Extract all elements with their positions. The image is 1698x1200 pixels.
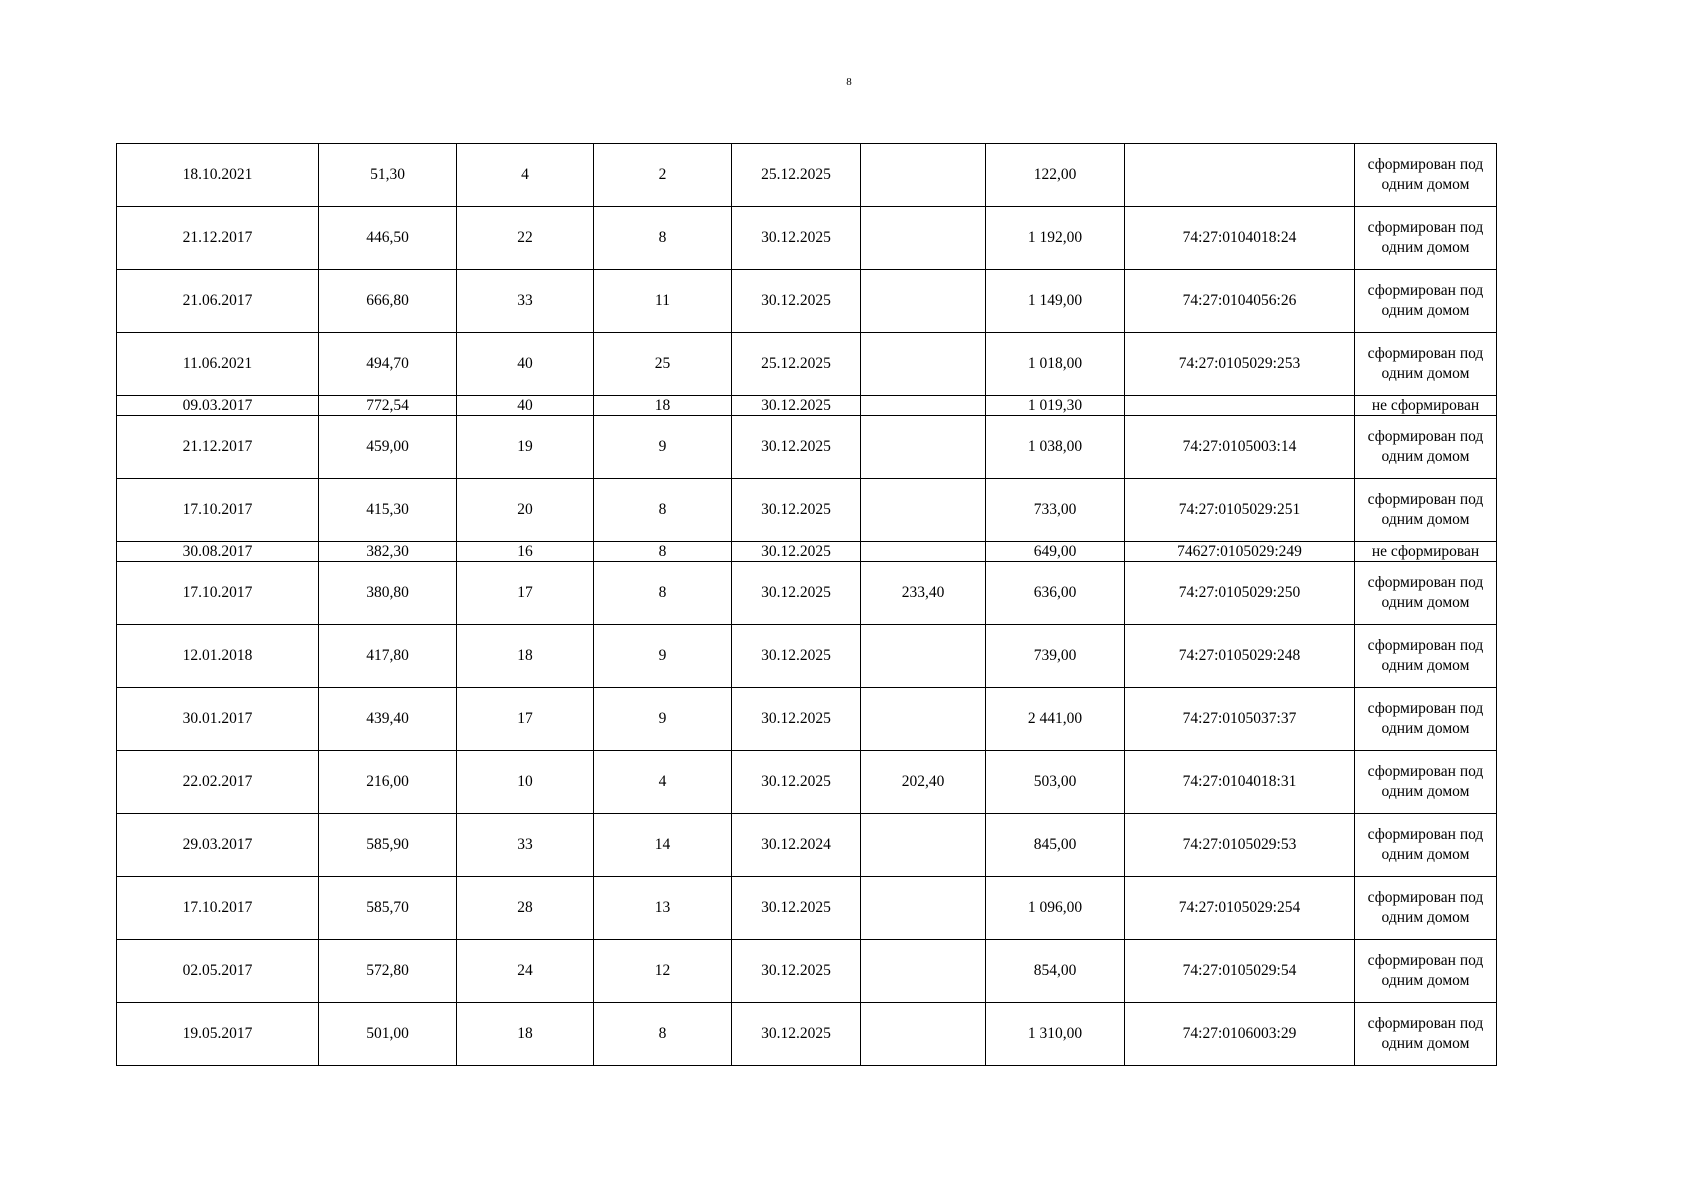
extra-area-cell xyxy=(861,688,986,751)
cadastral-number-cell: 74:27:0104056:26 xyxy=(1125,270,1355,333)
land-area-cell: 739,00 xyxy=(986,625,1125,688)
table-row xyxy=(117,751,1497,814)
land-area-cell: 503,00 xyxy=(986,751,1125,814)
due-date-cell: 30.12.2025 xyxy=(732,1003,861,1066)
date-cell: 17.10.2017 xyxy=(117,562,319,625)
extra-area-cell xyxy=(861,416,986,479)
date-cell: 09.03.2017 xyxy=(117,396,319,416)
date-cell: 17.10.2017 xyxy=(117,877,319,940)
count-cell: 4 xyxy=(457,144,594,207)
due-date-cell: 30.12.2025 xyxy=(732,207,861,270)
date-cell: 12.01.2018 xyxy=(117,625,319,688)
cadastral-number-cell xyxy=(1125,396,1355,416)
table-row xyxy=(117,625,1497,688)
table-row xyxy=(117,479,1497,542)
cadastral-number-cell: 74:27:0105029:250 xyxy=(1125,562,1355,625)
table-row xyxy=(117,333,1497,396)
count-cell: 8 xyxy=(594,479,732,542)
date-cell: 11.06.2021 xyxy=(117,333,319,396)
area-cell: 572,80 xyxy=(319,940,457,1003)
land-area-cell: 733,00 xyxy=(986,479,1125,542)
count-cell: 33 xyxy=(457,270,594,333)
count-cell: 25 xyxy=(594,333,732,396)
extra-area-cell xyxy=(861,144,986,207)
date-cell: 18.10.2021 xyxy=(117,144,319,207)
land-area-cell: 636,00 xyxy=(986,562,1125,625)
due-date-cell: 30.12.2024 xyxy=(732,814,861,877)
area-cell: 494,70 xyxy=(319,333,457,396)
land-area-cell: 122,00 xyxy=(986,144,1125,207)
extra-area-cell xyxy=(861,207,986,270)
cadastral-number-cell: 74:27:0105029:54 xyxy=(1125,940,1355,1003)
count-cell: 18 xyxy=(457,1003,594,1066)
cadastral-number-cell: 74:27:0105029:53 xyxy=(1125,814,1355,877)
due-date-cell: 30.12.2025 xyxy=(732,940,861,1003)
area-cell: 446,50 xyxy=(319,207,457,270)
count-cell: 4 xyxy=(594,751,732,814)
count-cell: 18 xyxy=(594,396,732,416)
count-cell: 40 xyxy=(457,333,594,396)
extra-area-cell xyxy=(861,270,986,333)
status-cell: не сформирован xyxy=(1355,542,1497,562)
count-cell: 9 xyxy=(594,688,732,751)
land-area-cell: 2 441,00 xyxy=(986,688,1125,751)
status-cell: сформирован под одним домом xyxy=(1355,333,1497,396)
area-cell: 51,30 xyxy=(319,144,457,207)
count-cell: 10 xyxy=(457,751,594,814)
status-cell: сформирован под одним домом xyxy=(1355,479,1497,542)
extra-area-cell xyxy=(861,542,986,562)
date-cell: 19.05.2017 xyxy=(117,1003,319,1066)
cadastral-number-cell: 74:27:0105029:248 xyxy=(1125,625,1355,688)
count-cell: 40 xyxy=(457,396,594,416)
extra-area-cell xyxy=(861,333,986,396)
table-row xyxy=(117,270,1497,333)
table-row xyxy=(117,144,1497,207)
table-row xyxy=(117,396,1497,416)
count-cell: 8 xyxy=(594,1003,732,1066)
date-cell: 21.06.2017 xyxy=(117,270,319,333)
cadastral-number-cell: 74:27:0105029:253 xyxy=(1125,333,1355,396)
extra-area-cell: 233,40 xyxy=(861,562,986,625)
table-row xyxy=(117,814,1497,877)
count-cell: 19 xyxy=(457,416,594,479)
date-cell: 29.03.2017 xyxy=(117,814,319,877)
land-area-cell: 649,00 xyxy=(986,542,1125,562)
cadastral-number-cell: 74:27:0106003:29 xyxy=(1125,1003,1355,1066)
count-cell: 22 xyxy=(457,207,594,270)
count-cell: 8 xyxy=(594,207,732,270)
land-area-cell: 845,00 xyxy=(986,814,1125,877)
count-cell: 16 xyxy=(457,542,594,562)
count-cell: 2 xyxy=(594,144,732,207)
date-cell: 30.08.2017 xyxy=(117,542,319,562)
cadastral-number-cell: 74:27:0105037:37 xyxy=(1125,688,1355,751)
area-cell: 585,70 xyxy=(319,877,457,940)
status-cell: сформирован под одним домом xyxy=(1355,751,1497,814)
due-date-cell: 30.12.2025 xyxy=(732,562,861,625)
status-cell: сформирован под одним домом xyxy=(1355,1003,1497,1066)
table-row xyxy=(117,1003,1497,1066)
area-cell: 216,00 xyxy=(319,751,457,814)
extra-area-cell xyxy=(861,625,986,688)
status-cell: сформирован под одним домом xyxy=(1355,562,1497,625)
status-cell: сформирован под одним домом xyxy=(1355,877,1497,940)
count-cell: 11 xyxy=(594,270,732,333)
status-cell: сформирован под одним домом xyxy=(1355,625,1497,688)
due-date-cell: 30.12.2025 xyxy=(732,688,861,751)
due-date-cell: 30.12.2025 xyxy=(732,479,861,542)
area-cell: 380,80 xyxy=(319,562,457,625)
status-cell: не сформирован xyxy=(1355,396,1497,416)
registry-table xyxy=(116,143,1497,1066)
table-row xyxy=(117,207,1497,270)
extra-area-cell xyxy=(861,940,986,1003)
land-area-cell: 1 096,00 xyxy=(986,877,1125,940)
cadastral-number-cell xyxy=(1125,144,1355,207)
area-cell: 382,30 xyxy=(319,542,457,562)
table-row xyxy=(117,562,1497,625)
land-area-cell: 1 019,30 xyxy=(986,396,1125,416)
land-area-cell: 854,00 xyxy=(986,940,1125,1003)
due-date-cell: 30.12.2025 xyxy=(732,396,861,416)
count-cell: 24 xyxy=(457,940,594,1003)
due-date-cell: 25.12.2025 xyxy=(732,333,861,396)
cadastral-number-cell: 74:27:0104018:24 xyxy=(1125,207,1355,270)
status-cell: сформирован под одним домом xyxy=(1355,814,1497,877)
extra-area-cell xyxy=(861,877,986,940)
count-cell: 9 xyxy=(594,416,732,479)
due-date-cell: 30.12.2025 xyxy=(732,542,861,562)
table-row xyxy=(117,877,1497,940)
count-cell: 9 xyxy=(594,625,732,688)
area-cell: 415,30 xyxy=(319,479,457,542)
due-date-cell: 30.12.2025 xyxy=(732,877,861,940)
date-cell: 22.02.2017 xyxy=(117,751,319,814)
area-cell: 501,00 xyxy=(319,1003,457,1066)
count-cell: 12 xyxy=(594,940,732,1003)
due-date-cell: 25.12.2025 xyxy=(732,144,861,207)
count-cell: 28 xyxy=(457,877,594,940)
status-cell: сформирован под одним домом xyxy=(1355,270,1497,333)
cadastral-number-cell: 74:27:0105003:14 xyxy=(1125,416,1355,479)
land-area-cell: 1 018,00 xyxy=(986,333,1125,396)
count-cell: 13 xyxy=(594,877,732,940)
area-cell: 666,80 xyxy=(319,270,457,333)
area-cell: 417,80 xyxy=(319,625,457,688)
area-cell: 772,54 xyxy=(319,396,457,416)
cadastral-number-cell: 74:27:0105029:254 xyxy=(1125,877,1355,940)
table-row xyxy=(117,688,1497,751)
extra-area-cell xyxy=(861,1003,986,1066)
page-number: 8 xyxy=(846,76,852,88)
table-row xyxy=(117,940,1497,1003)
status-cell: сформирован под одним домом xyxy=(1355,144,1497,207)
date-cell: 21.12.2017 xyxy=(117,416,319,479)
land-area-cell: 1 192,00 xyxy=(986,207,1125,270)
status-cell: сформирован под одним домом xyxy=(1355,207,1497,270)
count-cell: 8 xyxy=(594,562,732,625)
count-cell: 18 xyxy=(457,625,594,688)
date-cell: 02.05.2017 xyxy=(117,940,319,1003)
area-cell: 439,40 xyxy=(319,688,457,751)
extra-area-cell xyxy=(861,396,986,416)
date-cell: 30.01.2017 xyxy=(117,688,319,751)
count-cell: 14 xyxy=(594,814,732,877)
count-cell: 8 xyxy=(594,542,732,562)
due-date-cell: 30.12.2025 xyxy=(732,416,861,479)
extra-area-cell xyxy=(861,814,986,877)
status-cell: сформирован под одним домом xyxy=(1355,416,1497,479)
cadastral-number-cell: 74:27:0105029:251 xyxy=(1125,479,1355,542)
cadastral-number-cell: 74:27:0104018:31 xyxy=(1125,751,1355,814)
count-cell: 17 xyxy=(457,562,594,625)
due-date-cell: 30.12.2025 xyxy=(732,270,861,333)
count-cell: 20 xyxy=(457,479,594,542)
status-cell: сформирован под одним домом xyxy=(1355,940,1497,1003)
count-cell: 17 xyxy=(457,688,594,751)
date-cell: 21.12.2017 xyxy=(117,207,319,270)
due-date-cell: 30.12.2025 xyxy=(732,751,861,814)
extra-area-cell: 202,40 xyxy=(861,751,986,814)
area-cell: 585,90 xyxy=(319,814,457,877)
date-cell: 17.10.2017 xyxy=(117,479,319,542)
count-cell: 33 xyxy=(457,814,594,877)
extra-area-cell xyxy=(861,479,986,542)
table-row xyxy=(117,416,1497,479)
status-cell: сформирован под одним домом xyxy=(1355,688,1497,751)
due-date-cell: 30.12.2025 xyxy=(732,625,861,688)
cadastral-number-cell: 74627:0105029:249 xyxy=(1125,542,1355,562)
area-cell: 459,00 xyxy=(319,416,457,479)
table-row xyxy=(117,542,1497,562)
land-area-cell: 1 038,00 xyxy=(986,416,1125,479)
land-area-cell: 1 149,00 xyxy=(986,270,1125,333)
land-area-cell: 1 310,00 xyxy=(986,1003,1125,1066)
